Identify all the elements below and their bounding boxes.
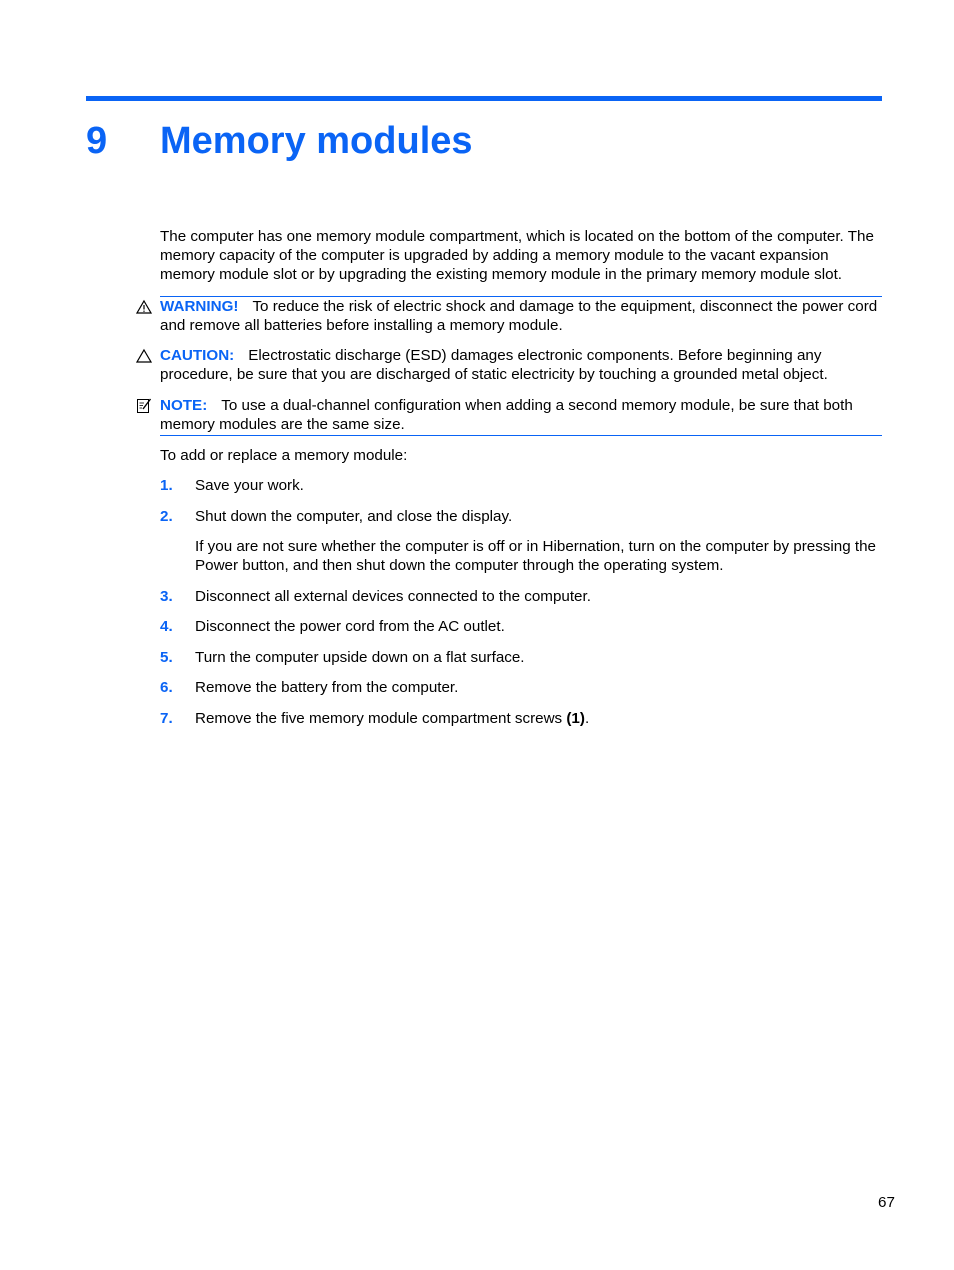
step-text: Shut down the computer, and close the display. xyxy=(195,508,513,525)
note-notice xyxy=(160,396,882,436)
warning-text: To reduce the risk of electric shock and damage to the equipment, disconnect the power cord and remove all batteries before installing a memory module. xyxy=(160,298,878,334)
caution-notice xyxy=(160,346,882,384)
chapter-number: 9 xyxy=(86,120,108,162)
callout-reference: (1) xyxy=(566,710,585,727)
warning-notice xyxy=(160,296,882,335)
page-number: 67 xyxy=(878,1194,895,1211)
step-number: 1. xyxy=(160,477,173,494)
caution-triangle-icon xyxy=(136,346,152,364)
step-text: Remove the five memory module compartment screws xyxy=(195,710,567,727)
step-number: 3. xyxy=(160,588,173,605)
step-text-wrapper xyxy=(195,709,882,728)
note-label: NOTE: xyxy=(160,397,208,414)
step-number: 7. xyxy=(160,710,173,727)
warning-label: WARNING! xyxy=(160,298,239,315)
caution-label: CAUTION: xyxy=(160,347,235,364)
warning-triangle-icon xyxy=(136,297,152,315)
step-number: 6. xyxy=(160,679,173,696)
step-text: Disconnect the power cord from the AC outlet. xyxy=(195,618,505,635)
step-number: 4. xyxy=(160,618,173,635)
chapter-title: Memory modules xyxy=(160,120,473,162)
procedure-lead: To add or replace a memory module: xyxy=(160,447,408,464)
intro-paragraph: The computer has one memory module compartment, which is located on the bottom of the computer. The memory capacity of the computer is upgraded by adding a memory module to the vacant expansion memory module slot or by upgrading the existing memory module in the primary memory module slot. xyxy=(160,228,874,283)
step-text: Save your work. xyxy=(195,477,304,494)
step-text: Turn the computer upside down on a flat surface. xyxy=(195,649,525,666)
note-pencil-icon xyxy=(136,396,152,414)
chapter-rule xyxy=(86,96,882,101)
step-text: Disconnect all external devices connected to the computer. xyxy=(195,588,591,605)
step-end-punctuation: . xyxy=(584,710,590,727)
note-text: To use a dual-channel configuration when adding a second memory module, be sure that both memory modules are the same size. xyxy=(160,397,853,433)
step-number: 2. xyxy=(160,508,173,525)
caution-text: Electrostatic discharge (ESD) damages electronic components. Before beginning any procedure, be sure that you are discharged of static electricity by touching a grounded metal object. xyxy=(160,347,828,383)
step-number: 5. xyxy=(160,649,173,666)
step-text: Remove the battery from the computer. xyxy=(195,679,459,696)
step-2-detail: If you are not sure whether the computer is off or in Hibernation, turn on the computer by pressing the Power button, and then shut down the computer through the operating system. xyxy=(195,538,876,574)
